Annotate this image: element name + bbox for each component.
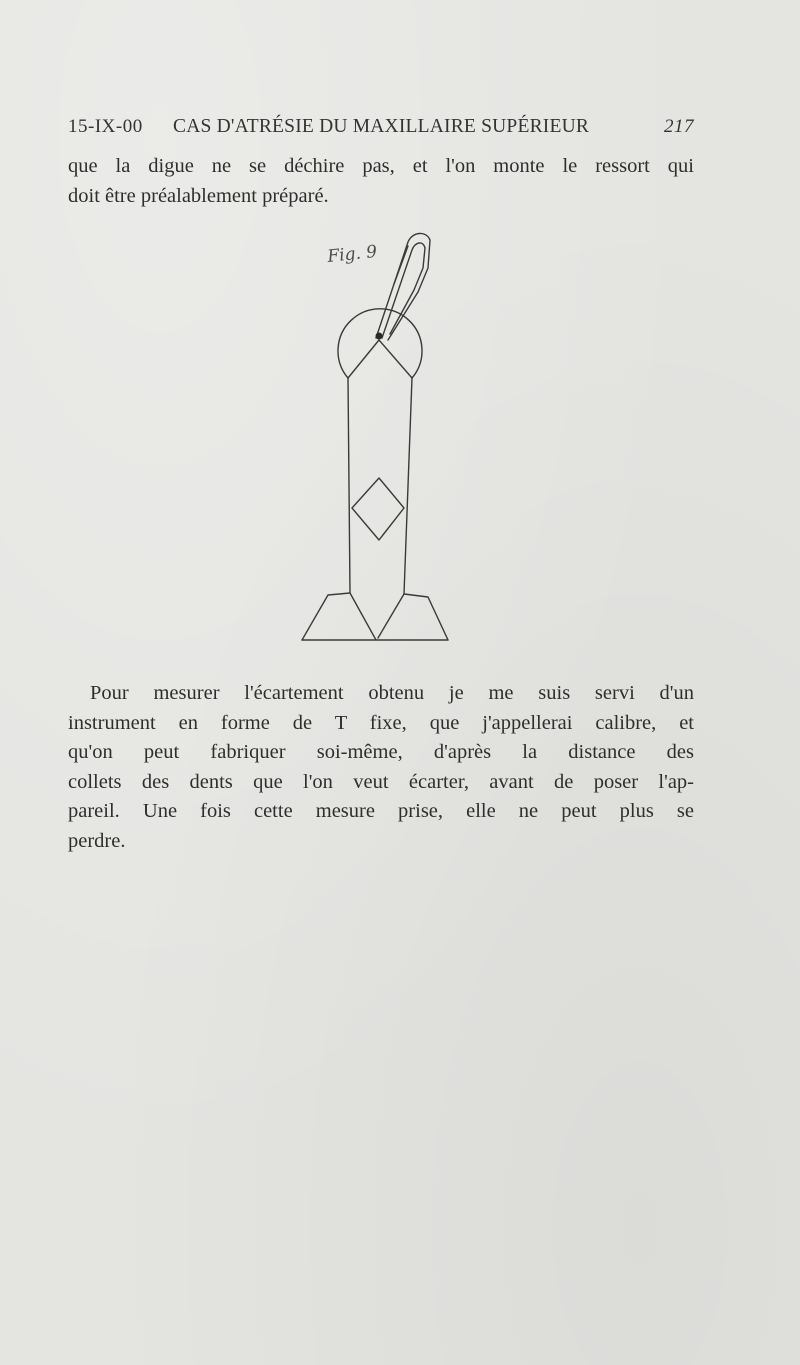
figure-9-drawing (290, 228, 460, 648)
circle-head-outline (338, 309, 422, 378)
paragraph-2-line: pareil. Une fois cette mesure prise, elle ne peut plus se (68, 800, 694, 822)
foot-left-inner (350, 593, 376, 640)
header-date: 15-IX-00 (68, 116, 143, 137)
shaft-right-edge (404, 378, 412, 594)
paragraph-2-line: Pour mesurer l'écartement obtenu je me suis servi d'un (90, 682, 694, 704)
shaft-left-edge (348, 378, 350, 593)
spring-inner-2 (394, 246, 408, 284)
foot-left (302, 593, 350, 640)
paragraph-1 (68, 152, 694, 211)
running-header (68, 116, 694, 144)
page-number: 217 (664, 116, 694, 137)
anchor-knot (376, 333, 383, 340)
foot-right-inner (378, 594, 404, 638)
diamond-shape (352, 478, 404, 540)
foot-right (404, 594, 448, 640)
header-title: CAS D'ATRÉSIE DU MAXILLAIRE SUPÉRIEUR (173, 116, 590, 137)
paragraph-2-line: instrument en forme de T fixe, que j'appellerai calibre, et (68, 711, 694, 734)
paragraph-2 (68, 679, 694, 856)
paragraph-1-line: que la digue ne se déchire pas, et l'on monte le ressort qui (68, 155, 694, 177)
paragraph-2-line: perdre. (68, 829, 126, 852)
paragraph-2-line: collets des dents que l'on veut écarter, avant de poser l'ap- (68, 770, 694, 793)
head-notch (348, 340, 412, 378)
spring-loop (376, 233, 430, 340)
paragraph-1-line: doit être préalablement préparé. (68, 184, 329, 207)
figure-label: Fig. 9 (326, 241, 379, 267)
paragraph-2-line: qu'on peut fabriquer soi-même, d'après la distance des (68, 741, 694, 763)
